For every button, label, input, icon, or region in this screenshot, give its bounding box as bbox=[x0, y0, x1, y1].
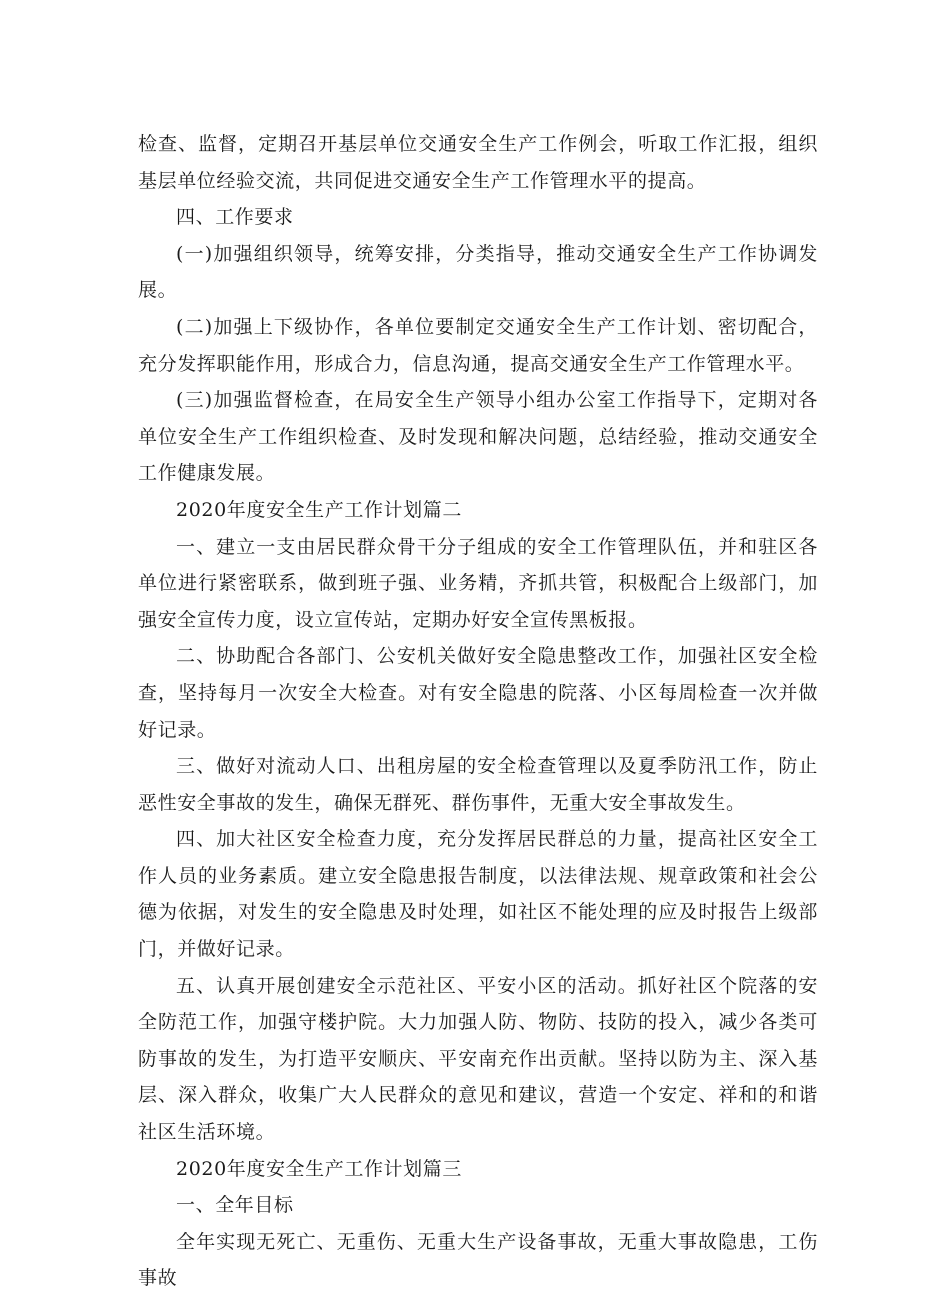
paragraph-plan2-item-3: 三、做好对流动人口、出租房屋的安全检查管理以及夏季防汛工作，防止恶性安全事故的发生，确保无群死、群伤事件，无重大安全事故发生。 bbox=[138, 755, 818, 814]
section-heading-annual-goal: 一、全年目标 bbox=[176, 1194, 294, 1217]
section-title-plan-2: 2020年度安全生产工作计划篇二 bbox=[176, 498, 462, 521]
paragraph-requirement-3: (三)加强监督检查，在局安全生产领导小组办公室工作指导下，定期对各单位安全生产工作组织检查、及时发现和解决问题，总结经验，推动交通安全工作健康发展。 bbox=[138, 389, 818, 485]
paragraph-continuation: 检查、监督，定期召开基层单位交通安全生产工作例会，听取工作汇报，组织基层单位经验交流，共同促进交通安全生产工作管理水平的提高。 bbox=[138, 133, 818, 192]
section-heading-work-requirements: 四、工作要求 bbox=[176, 206, 294, 229]
paragraph-plan2-item-4: 四、加大社区安全检查力度，充分发挥居民群总的力量，提高社区安全工作人员的业务素质。建立安全隐患报告制度，以法律法规、规章政策和社会公德为依据，对发生的安全隐患及时处理，如社区不能处理的应及时报告上级部门，并做好记录。 bbox=[138, 828, 818, 961]
paragraph-plan2-item-5: 五、认真开展创建安全示范社区、平安小区的活动。抓好社区个院落的安全防范工作，加强守楼护院。大力加强人防、物防、技防的投入，减少各类可防事故的发生，为打造平安顺庆、平安南充作出贡献。坚持以防为主、深入基层、深入群众，收集广大人民群众的意见和建议，营造一个安定、祥和的和谐社区生活环境。 bbox=[138, 974, 818, 1144]
section-title-plan-3: 2020年度安全生产工作计划篇三 bbox=[176, 1157, 462, 1180]
document-body bbox=[138, 126, 818, 1297]
paragraph-requirement-2: (二)加强上下级协作，各单位要制定交通安全生产工作计划、密切配合，充分发挥职能作用，形成合力，信息沟通，提高交通安全生产工作管理水平。 bbox=[138, 315, 818, 375]
paragraph-annual-goal: 全年实现无死亡、无重伤、无重大生产设备事故，无重大事故隐患，工伤事故 bbox=[138, 1230, 818, 1290]
paragraph-plan2-item-1: 一、建立一支由居民群众骨干分子组成的安全工作管理队伍，并和驻区各单位进行紧密联系，做到班子强、业务精，齐抓共管，积极配合上级部门，加强安全宣传力度，设立宣传站，定期办好安全宣传黑板报。 bbox=[138, 535, 818, 631]
paragraph-requirement-1: (一)加强组织领导，统筹安排，分类指导，推动交通安全生产工作协调发展。 bbox=[138, 242, 818, 302]
paragraph-plan2-item-2: 二、协助配合各部门、公安机关做好安全隐患整改工作，加强社区安全检查，坚持每月一次安全大检查。对有安全隐患的院落、小区每周检查一次并做好记录。 bbox=[138, 645, 818, 741]
